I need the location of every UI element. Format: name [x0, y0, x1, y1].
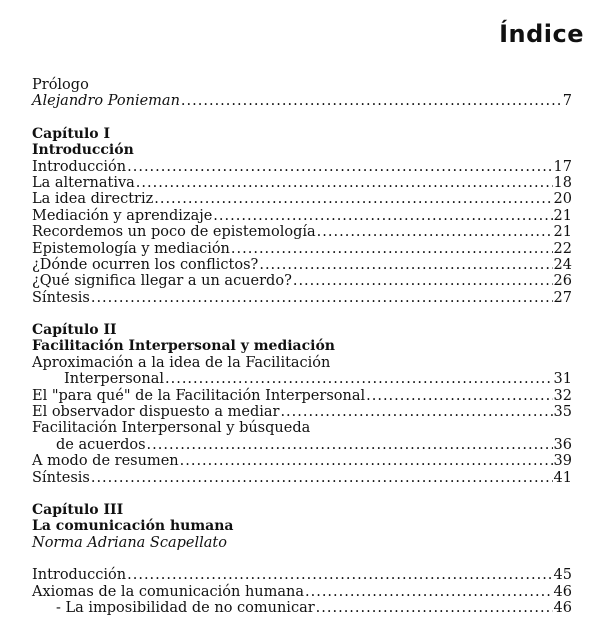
dot-leader: [259, 257, 552, 273]
entry-title: ¿Dónde ocurren los conflictos?: [32, 256, 259, 273]
page-number: 32: [553, 387, 572, 404]
prologue-entry[interactable]: [32, 93, 572, 109]
page-number: 31: [553, 371, 572, 388]
entry-title: Recordemos un poco de epistemología: [32, 224, 316, 241]
page-number: 24: [553, 256, 572, 273]
toc-entry[interactable]: [32, 257, 572, 273]
entry-title-line1: Facilitación Interpersonal y búsqueda: [32, 420, 311, 437]
toc-entry[interactable]: [32, 191, 572, 207]
entry-title: A modo de resumen: [32, 453, 179, 470]
page-number: 26: [553, 273, 572, 290]
entry-title: Introducción: [32, 158, 127, 175]
dot-leader: [213, 208, 552, 224]
dot-leader: [127, 567, 552, 583]
page-number: 17: [553, 158, 572, 175]
toc-entry[interactable]: [32, 600, 572, 616]
dot-leader: [127, 159, 552, 175]
page-number: 27: [553, 289, 572, 306]
dot-leader: [91, 470, 553, 486]
table-of-contents: [32, 77, 572, 616]
entry-title: Epistemología y mediación: [32, 240, 230, 257]
chapter-1-title: Introducción: [32, 142, 134, 159]
dot-leader: [280, 404, 552, 420]
page-number: 46: [553, 583, 572, 600]
toc-entry[interactable]: [32, 371, 572, 387]
entry-title-line2: de acuerdos: [56, 436, 146, 453]
toc-entry[interactable]: [32, 404, 572, 420]
toc-entry[interactable]: [32, 470, 572, 486]
toc-entry[interactable]: [32, 159, 572, 175]
toc-entry[interactable]: [32, 584, 572, 600]
page-number: 45: [553, 567, 572, 584]
dot-leader: [231, 241, 553, 257]
dot-leader: [165, 371, 553, 387]
page-number: 41: [553, 469, 572, 486]
dot-leader: [136, 175, 553, 191]
entry-title: La alternativa: [32, 174, 135, 191]
chapter-3-author: Norma Adriana Scapellato: [32, 534, 227, 551]
dot-leader: [366, 388, 552, 404]
dot-leader: [305, 584, 553, 600]
entry-title: El observador dispuesto a mediar: [32, 404, 280, 421]
dot-leader: [154, 191, 552, 207]
toc-entry[interactable]: [32, 273, 572, 289]
chapter-3-title: La comunicación humana: [32, 518, 234, 535]
toc-entry[interactable]: [32, 224, 572, 240]
page-title: Índice: [499, 20, 584, 48]
dot-leader: [147, 437, 553, 453]
dot-leader: [316, 600, 553, 616]
dot-leader: [293, 273, 553, 289]
chapter-2-label: Capítulo II: [32, 322, 117, 339]
page-number: 36: [553, 436, 572, 453]
toc-entry[interactable]: [32, 241, 572, 257]
entry-title: Axiomas de la comunicación humana: [32, 583, 304, 600]
entry-title: Introducción: [32, 567, 127, 584]
page-number: 22: [553, 240, 572, 257]
page-number: 20: [553, 191, 572, 208]
page-number: 35: [553, 404, 572, 421]
toc-entry[interactable]: [32, 567, 572, 583]
page-number: 21: [553, 207, 572, 224]
page-number: 21: [553, 224, 572, 241]
entry-title: Síntesis: [32, 289, 90, 306]
entry-title: Mediación y aprendizaje: [32, 207, 213, 224]
dot-leader: [317, 224, 553, 240]
chapter-2-title: Facilitación Interpersonal y mediación: [32, 338, 335, 355]
dot-leader: [91, 290, 553, 306]
entry-title-line2: Interpersonal: [64, 371, 164, 388]
page-number: 39: [553, 453, 572, 470]
page-number: 18: [553, 174, 572, 191]
toc-entry[interactable]: [32, 208, 572, 224]
toc-entry[interactable]: [32, 388, 572, 404]
toc-entry[interactable]: [32, 453, 572, 469]
entry-title: Síntesis: [32, 469, 90, 486]
prologue-author: Alejandro Ponieman: [32, 93, 180, 110]
prologue-label: Prólogo: [32, 77, 89, 93]
chapter-1-label: Capítulo I: [32, 125, 111, 142]
entry-title: ¿Qué significa llegar a un acuerdo?: [32, 273, 292, 290]
entry-title: - La imposibilidad de no comunicar: [56, 599, 315, 616]
dot-leader: [181, 93, 562, 109]
page-number: 7: [562, 93, 572, 110]
entry-title-line1: Aproximación a la idea de la Facilitación: [32, 354, 331, 371]
chapter-3-label: Capítulo III: [32, 501, 124, 518]
toc-entry[interactable]: [32, 437, 572, 453]
entry-title: El "para qué" de la Facilitación Interpersonal: [32, 387, 366, 404]
toc-entry[interactable]: [32, 175, 572, 191]
toc-entry[interactable]: [32, 290, 572, 306]
entry-title: La idea directriz: [32, 191, 154, 208]
dot-leader: [180, 453, 553, 469]
page-number: 46: [553, 599, 572, 616]
